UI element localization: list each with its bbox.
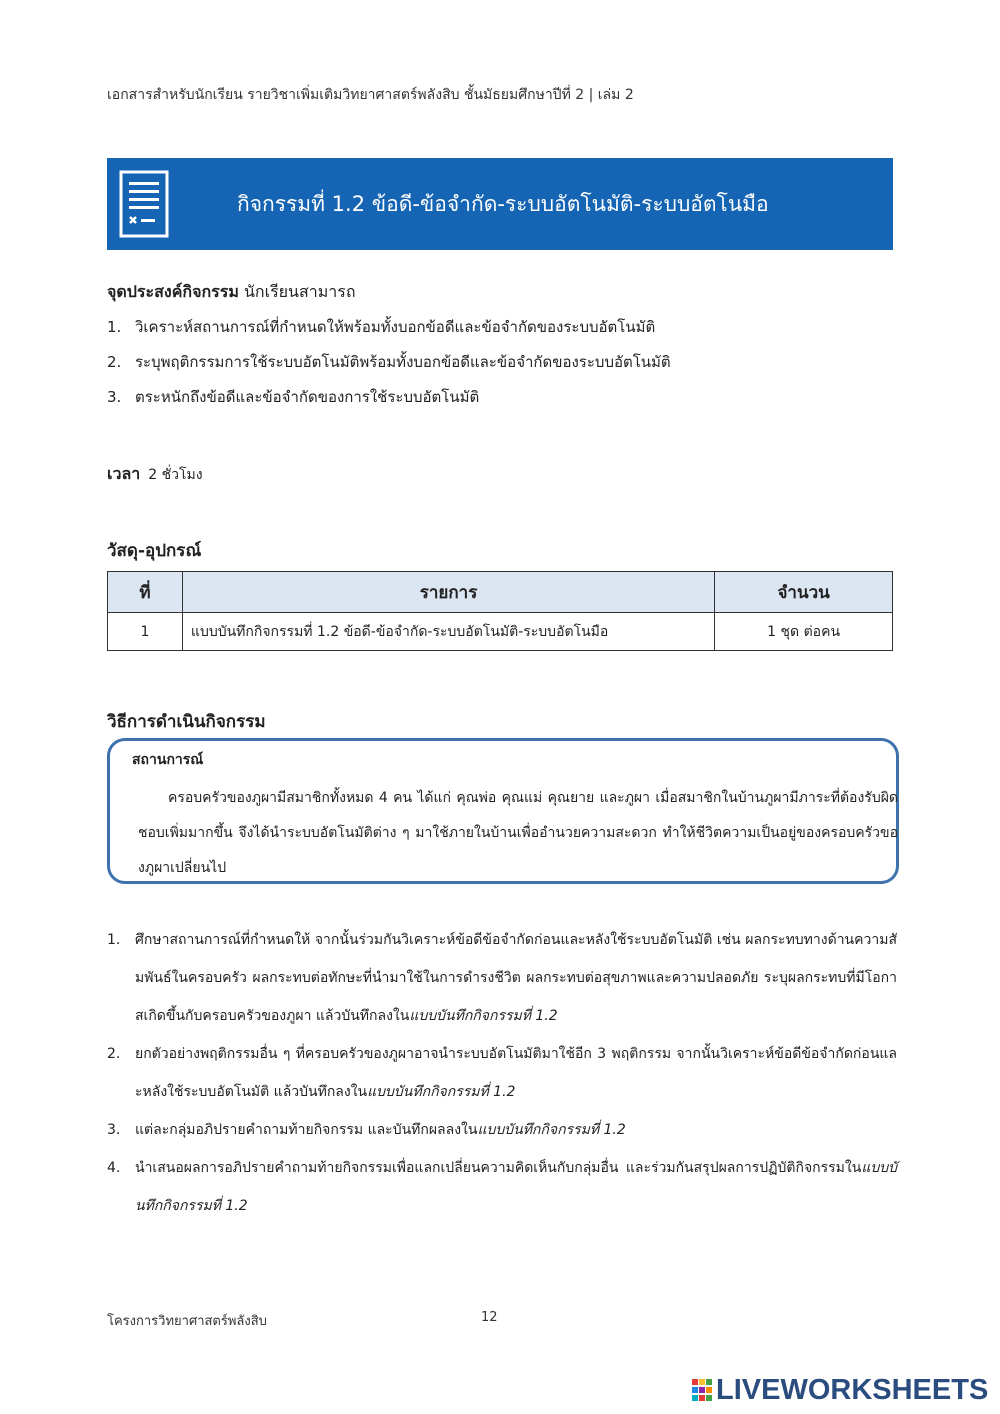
time-value: 2 ชั่วโมง — [148, 467, 203, 483]
list-item — [107, 921, 897, 1035]
list-text: วิเคราะห์สถานการณ์ที่กำหนดให้พร้อมทั้งบอกข้อดีและข้อจำกัดของระบบอัตโนมัติ — [135, 318, 656, 336]
objective-intro: นักเรียนสามารถ — [243, 282, 356, 301]
table-header-row — [108, 572, 893, 613]
record-sheet-ref: แบบบันทึกกิจกรรมที่ 1.2 — [409, 1008, 558, 1024]
objective-label: จุดประสงค์กิจกรรม — [107, 282, 239, 301]
procedure-title: วิธีการดำเนินกิจกรรม — [107, 712, 266, 732]
scenario-box — [107, 738, 899, 884]
worksheet-icon — [119, 170, 169, 238]
footer-project: โครงการวิทยาศาสตร์พลังสิบ — [107, 1314, 267, 1329]
record-sheet-ref: แบบบันทึกกิจกรรมที่ 1.2 — [135, 1160, 897, 1214]
materials-title: วัสดุ-อุปกรณ์ — [107, 541, 202, 561]
record-sheet-ref: แบบบันทึกกิจกรรมที่ 1.2 — [367, 1084, 516, 1100]
liveworksheets-logo-icon — [692, 1379, 712, 1401]
objective-heading — [107, 280, 356, 305]
watermark-text: LIVEWORKSHEETS — [716, 1373, 989, 1406]
list-number: 3. — [107, 388, 122, 406]
cell-item: แบบบันทึกกิจกรรมที่ 1.2 ข้อดี-ข้อจำกัด-ระบบอัตโนมัติ-ระบบอัตโนมือ — [182, 613, 714, 651]
list-text: ระบุพฤติกรรมการใช้ระบบอัตโนมัติพร้อมทั้งบอกข้อดีและข้อจำกัดของระบบอัตโนมัติ — [135, 353, 671, 371]
list-number: 3. — [107, 1122, 121, 1138]
activity-title: กิจกรรมที่ 1.2 ข้อดี-ข้อจำกัด-ระบบอัตโนมัติ-ระบบอัตโนมือ — [237, 192, 769, 216]
list-text: ตระหนักถึงข้อดีและข้อจำกัดของการใช้ระบบอัตโนมัติ — [135, 388, 480, 406]
scenario-label: สถานการณ์ — [132, 752, 204, 768]
list-item — [107, 1035, 897, 1111]
list-text: ศึกษาสถานการณ์ที่กำหนดให้ จากนั้นร่วมกันวิเคราะห์ข้อดีข้อจำกัดก่อนและหลังใช้ระบบอัตโนมัติ เช่น ผลกระทบทางด้านความสัมพันธ์ในครอบครัว ผลกระทบต่อทักษะที่นำมาใช้ในการดำรงชีวิต ผลกระทบต่อสุขภาพและความปลอดภัย ระบุผลกระทบที่มีโอกาสเกิดขึ้นกับครอบครัวของภูผา แล้วบันทึกลงใน — [135, 932, 897, 1024]
procedure-steps — [107, 921, 897, 1225]
page-number: 12 — [481, 1310, 498, 1325]
list-item — [107, 315, 897, 350]
list-number: 1. — [107, 932, 121, 948]
list-item — [107, 385, 897, 420]
list-number: 1. — [107, 318, 122, 336]
objective-list — [107, 315, 897, 420]
table-row — [108, 613, 893, 651]
scenario-text: ครอบครัวของภูผามีสมาชิกทั้งหมด 4 คน ได้แก่ คุณพ่อ คุณแม่ คุณยาย และภูผา เมื่อสมาชิกในบ้านภูผามีภาระที่ต้องรับผิดชอบเพิ่มมากขึ้น จึงได้นำระบบอัตโนมัติต่าง ๆ มาใช้ภายในบ้านเพื่ออำนวยความสะดวก ทำให้ชีวิตความเป็นอยู่ของครอบครัวของภูผาเปลี่ยนไป — [138, 790, 898, 876]
column-header-qty: จำนวน — [715, 572, 893, 613]
time-info — [107, 462, 203, 487]
list-number: 2. — [107, 1046, 121, 1062]
list-item — [107, 1111, 897, 1149]
page-header: เอกสารสำหรับนักเรียน รายวิชาเพิ่มเติมวิทยาศาสตร์พลังสิบ ชั้นมัธยมศึกษาปีที่ 2 | เล่ม 2 — [107, 87, 634, 103]
list-item — [107, 350, 897, 385]
list-text: ยกตัวอย่างพฤติกรรมอื่น ๆ ที่ครอบครัวของภูผาอาจนำระบบอัตโนมัติมาใช้อีก 3 พฤติกรรม จากนั้นวิเคราะห์ข้อดีข้อจำกัดก่อนและหลังใช้ระบบอัตโนมัติ แล้วบันทึกลงใน — [135, 1046, 897, 1100]
list-number: 4. — [107, 1160, 121, 1176]
time-label: เวลา — [107, 464, 141, 483]
cell-no: 1 — [108, 613, 183, 651]
list-number: 2. — [107, 353, 122, 371]
cell-qty: 1 ชุด ต่อคน — [715, 613, 893, 651]
column-header-item: รายการ — [182, 572, 714, 613]
list-text: นำเสนอผลการอภิปรายคำถามท้ายกิจกรรมเพื่อแลกเปลี่ยนความคิดเห็นกับกลุ่มอื่น และร่วมกันสรุปผลการปฏิบัติกิจกรรมใน — [135, 1160, 862, 1176]
record-sheet-ref: แบบบันทึกกิจกรรมที่ 1.2 — [477, 1122, 626, 1138]
liveworksheets-watermark[interactable] — [692, 1372, 988, 1408]
activity-banner — [107, 158, 893, 250]
materials-table — [107, 571, 893, 651]
list-text: แต่ละกลุ่มอภิปรายคำถามท้ายกิจกรรม และบันทึกผลลงใน — [135, 1122, 478, 1138]
column-header-no: ที่ — [108, 572, 183, 613]
list-item — [107, 1149, 897, 1225]
